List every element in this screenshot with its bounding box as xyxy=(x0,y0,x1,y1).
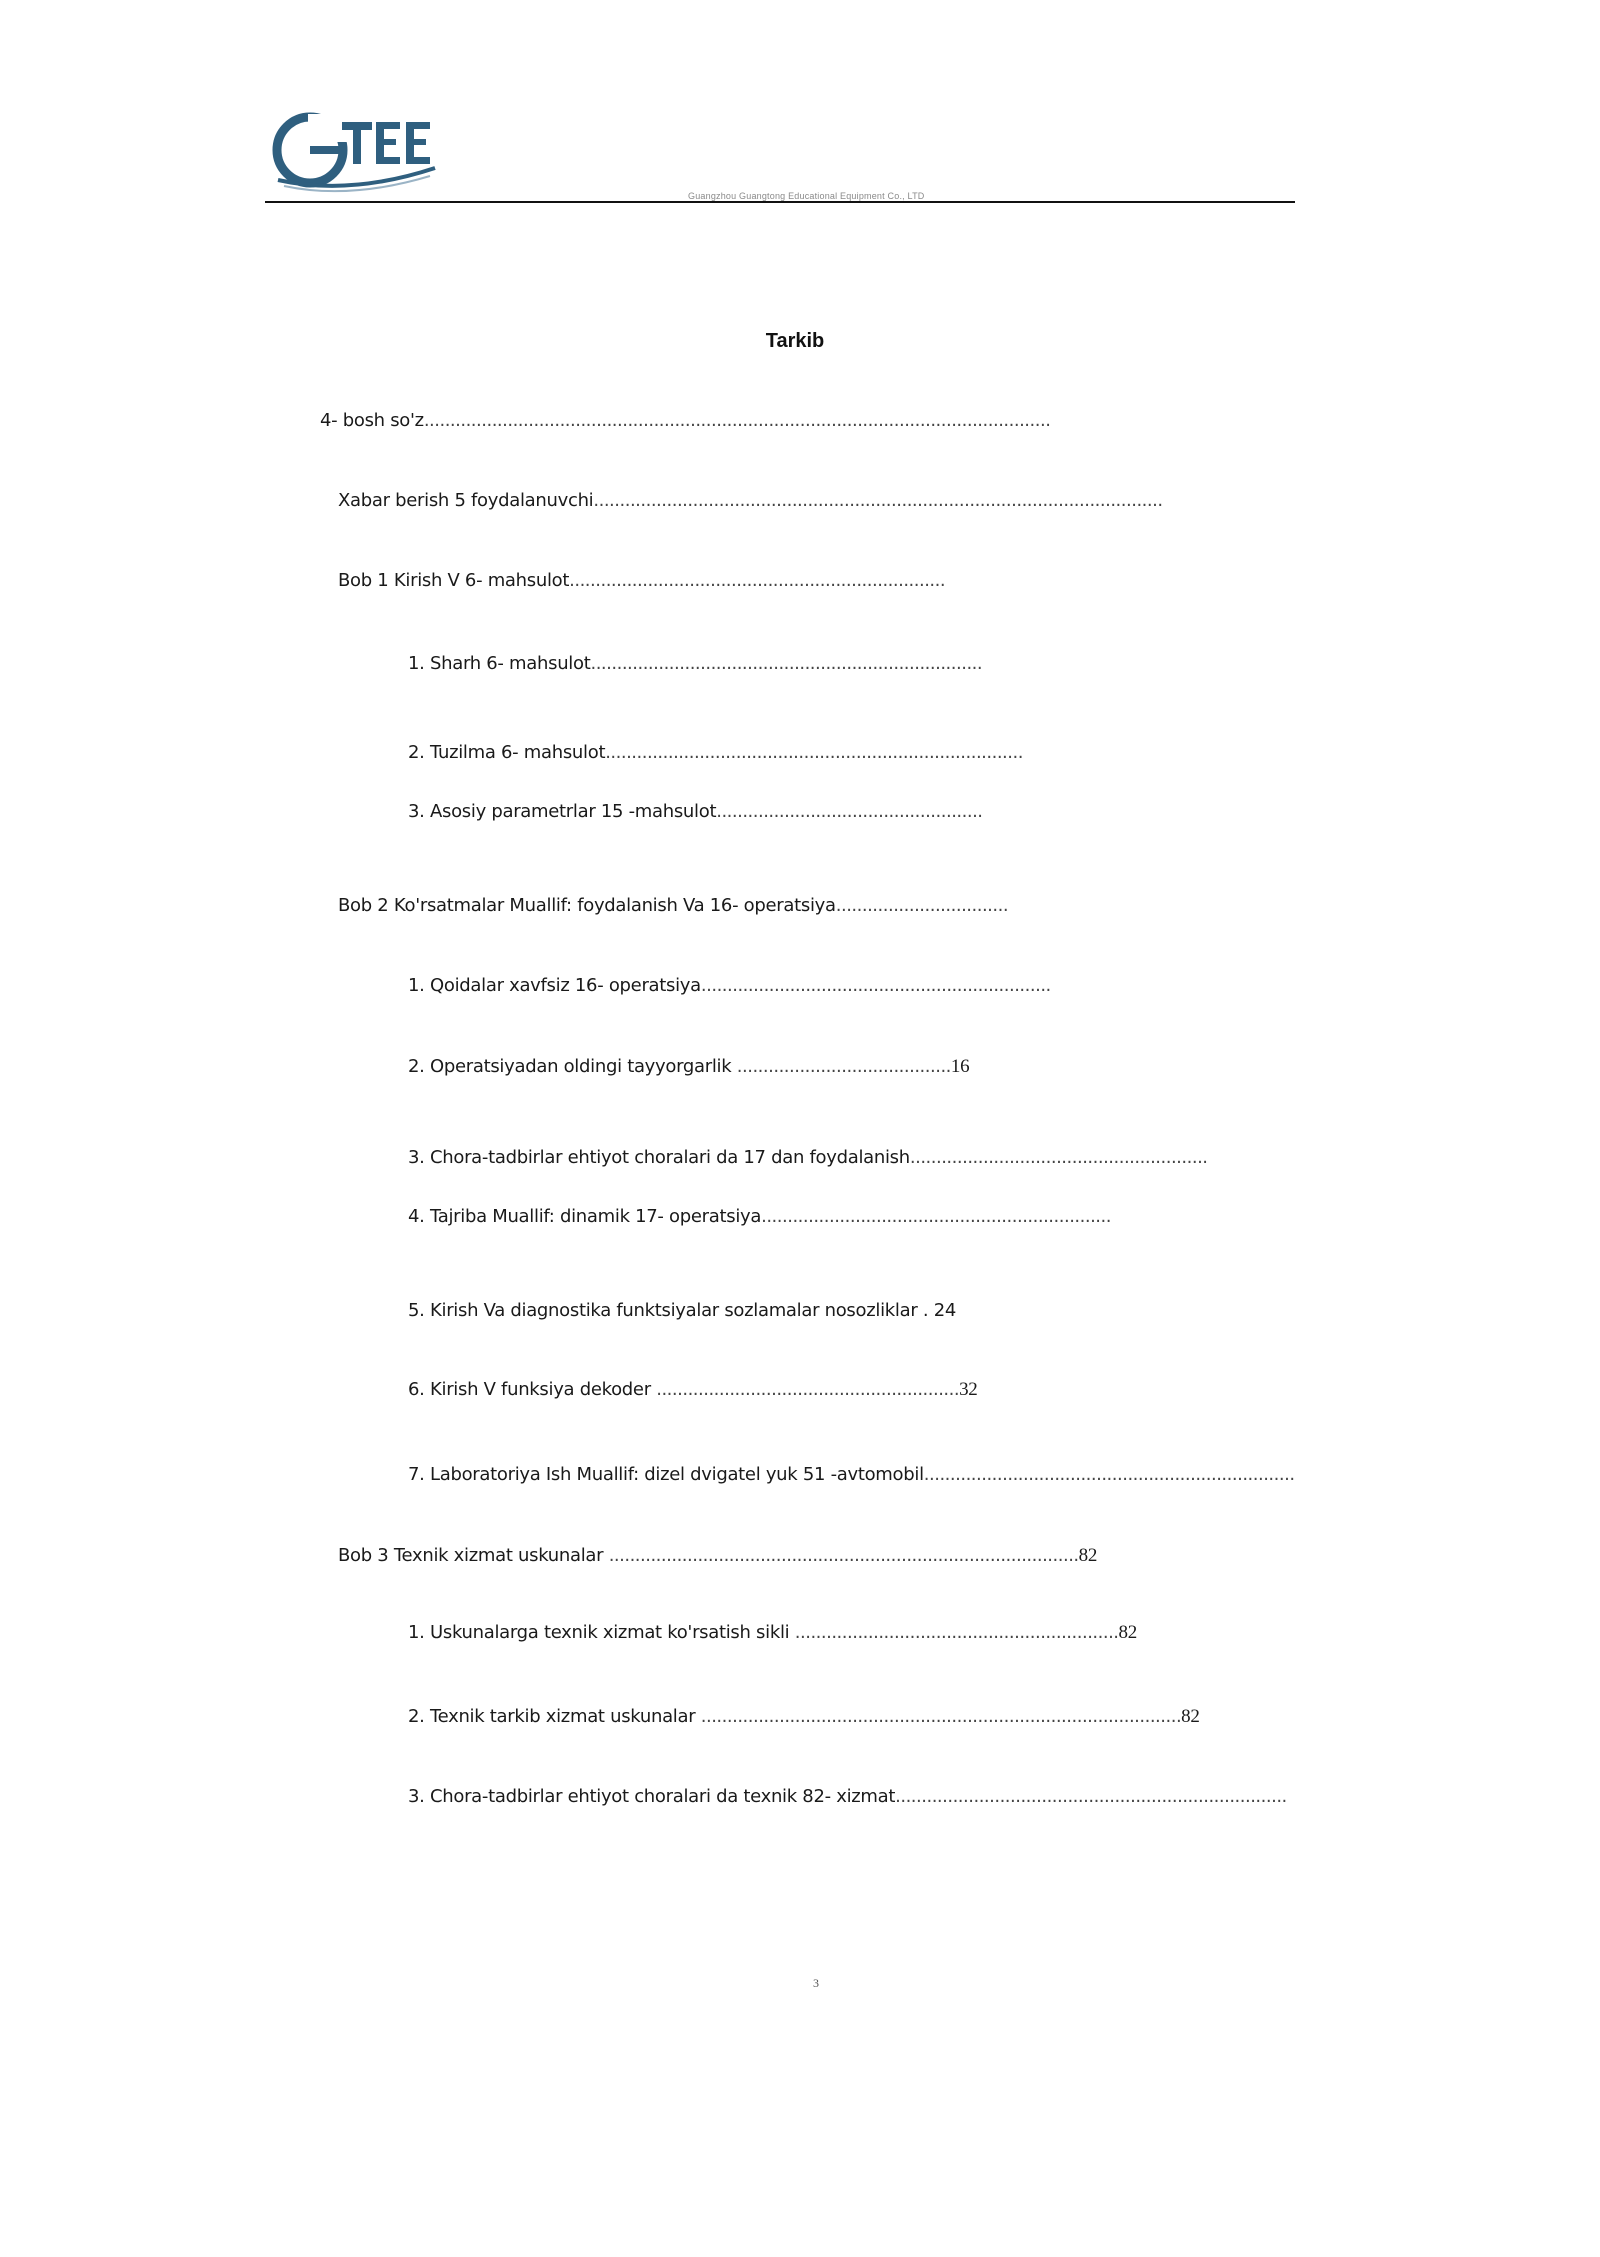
toc-dot-leader: ................................................................................ xyxy=(605,742,1023,763)
toc-entry-text: 1. Uskunalarga texnik xizmat ko'rsatish sikli xyxy=(408,1622,795,1643)
toc-entry xyxy=(408,1786,1287,1808)
toc-entry xyxy=(408,1464,1295,1486)
toc-entry xyxy=(320,410,1050,432)
toc-entry xyxy=(338,490,1163,512)
toc-entry-text: 2. Texnik tarkib xizmat uskunalar xyxy=(408,1706,701,1727)
toc-entry xyxy=(408,1206,1111,1228)
toc-dot-leader: ....................................................................... xyxy=(923,1464,1295,1485)
toc-entry xyxy=(408,1622,1137,1644)
toc-entry-text: 2. Tuzilma 6- mahsulot xyxy=(408,742,606,763)
toc-page-number: 82 xyxy=(1118,1622,1137,1643)
toc-entry-text: 4. Tajriba Muallif: dinamik 17- operatsiya xyxy=(408,1206,762,1227)
toc-entry xyxy=(408,1706,1200,1728)
toc-entry xyxy=(408,1379,978,1401)
toc-dot-leader: ........................................................................................................................ xyxy=(423,410,1051,431)
toc-entry-text: 2. Operatsiyadan oldingi tayyorgarlik xyxy=(408,1056,737,1077)
toc-dot-leader: ................................................... xyxy=(716,801,983,822)
toc-entry xyxy=(408,1300,956,1322)
toc-page-number: 82 xyxy=(1078,1545,1098,1566)
toc-dot-leader: .............................................................. xyxy=(794,1622,1119,1643)
header-divider xyxy=(265,201,1295,203)
toc-entry-text: 7. Laboratoriya Ish Muallif: dizel dvigatel yuk 51 -avtomobil xyxy=(408,1464,924,1485)
toc-dot-leader: ......................................................... xyxy=(909,1147,1208,1168)
toc-entry-text: 3. Chora-tadbirlar ehtiyot choralari da 17 dan foydalanish xyxy=(408,1147,910,1168)
toc-dot-leader: ......................................... xyxy=(736,1056,951,1077)
toc-entry-text: 1. Sharh 6- mahsulot xyxy=(408,653,591,674)
toc-dot-leader: .......................................................................................... xyxy=(608,1545,1079,1566)
gtee-logo xyxy=(270,108,440,194)
toc-entry xyxy=(338,1545,1097,1567)
toc-entry-text: 3. Chora-tadbirlar ehtiyot choralari da texnik 82- xizmat xyxy=(408,1786,896,1807)
toc-entry-text: 5. Kirish Va diagnostika funktsiyalar sozlamalar nosozliklar . 24 xyxy=(408,1300,957,1321)
toc-entry xyxy=(408,742,1023,764)
toc-entry xyxy=(338,570,945,592)
toc-entry-text: Bob 1 Kirish V 6- mahsulot xyxy=(338,570,570,591)
toc-entry xyxy=(408,1056,969,1078)
toc-page-number: 82 xyxy=(1181,1706,1200,1727)
toc-title: Tarkib xyxy=(765,330,825,352)
toc-entry xyxy=(408,801,983,823)
toc-entry xyxy=(408,653,982,675)
toc-entry-text: 3. Asosiy parametrlar 15 -mahsulot xyxy=(408,801,717,822)
toc-entry-text: Bob 3 Texnik xizmat uskunalar xyxy=(338,1545,609,1566)
page-number: 3 xyxy=(813,1976,819,1990)
company-name: Guangzhou Guangtong Educational Equipment Co., LTD xyxy=(688,191,925,201)
toc-dot-leader: ............................................................................................ xyxy=(700,1706,1182,1727)
toc-entry xyxy=(408,975,1051,997)
toc-entry-text: 6. Kirish V funksiya dekoder xyxy=(408,1379,657,1400)
toc-dot-leader: .......................................................... xyxy=(656,1379,960,1400)
toc-dot-leader: ................................................................... xyxy=(700,975,1051,996)
toc-dot-leader: ................................................................... xyxy=(761,1206,1111,1227)
toc-dot-leader: ............................................................................................................. xyxy=(593,490,1163,511)
toc-entry-text: Xabar berish 5 foydalanuvchi xyxy=(338,490,594,511)
toc-entry-text: 4- bosh so'z xyxy=(320,410,424,431)
toc-page-number: 32 xyxy=(959,1379,978,1400)
toc-dot-leader: ........................................................................... xyxy=(590,653,983,674)
toc-page-number: 16 xyxy=(950,1056,970,1077)
toc-entry xyxy=(408,1147,1208,1169)
toc-entry-text: Bob 2 Ko'rsatmalar Muallif: foydalanish Va 16- operatsiya xyxy=(338,895,836,916)
toc-entry xyxy=(338,895,1008,917)
toc-dot-leader: ........................................................................ xyxy=(569,570,946,591)
toc-entry-text: 1. Qoidalar xavfsiz 16- operatsiya xyxy=(408,975,701,996)
toc-dot-leader: ........................................................................... xyxy=(895,1786,1287,1807)
toc-dot-leader: ................................. xyxy=(835,895,1009,916)
